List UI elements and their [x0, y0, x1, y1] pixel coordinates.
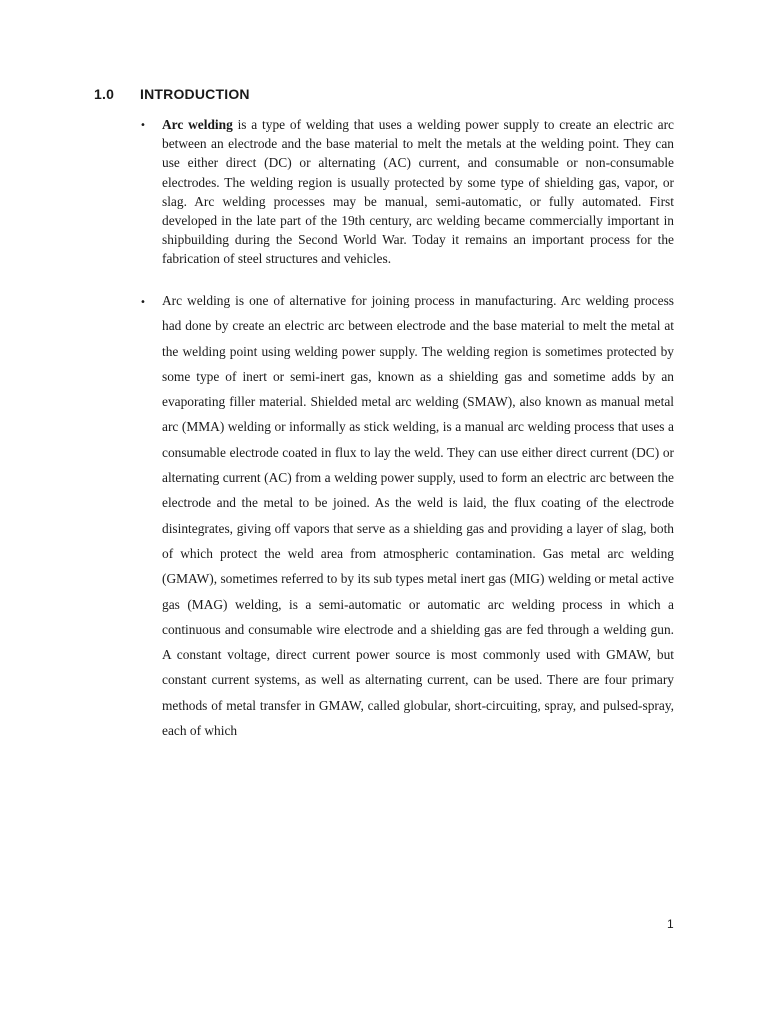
bullet-icon: • — [140, 120, 146, 131]
bold-term: Arc welding — [162, 117, 233, 132]
section-heading — [94, 86, 250, 102]
paragraph-text: is a type of welding that uses a welding power supply to create an electric arc between an electrode and the base material to melt the metals at the welding point. They can use either direct (DC) or alternating (AC) current, and consumable or non-consumable electrodes. The welding region is usually protected by some type of shielding gas, vapor, or slag. Arc welding processes may be manual, semi-automatic, or fully automated. First developed in the late part of the 19th century, arc welding became commercially important in shipbuilding during the Second World War. Today it remains an important process for the fabrication of steel structures and vehicles. — [162, 117, 674, 267]
bullet-icon: • — [140, 297, 146, 308]
page-number: 1 — [667, 917, 674, 931]
section-title: INTRODUCTION — [140, 86, 250, 102]
section-number: 1.0 — [94, 86, 115, 102]
paragraph-text: Arc welding is one of alternative for joining process in manufacturing. Arc welding process had done by create an electric arc between electrode and the base material to melt the metal at the welding point using welding power supply. The welding region is sometimes protected by some type of inert or semi-inert gas, known as a shielding gas and sometime adds by an evaporating filler material. Shielded metal arc welding (SMAW), also known as manual metal arc (MMA) welding or informally as stick welding, is a manual arc welding process that uses a consumable electrode coated in flux to lay the weld. They can use either direct current (DC) or alternating current (AC) from a welding power supply, used to form an electric arc between the electrode and the metal to be joined. As the weld is laid, the flux coating of the electrode disintegrates, giving off vapors that serve as a shielding gas and providing a layer of slag, both of which protect the weld area from atmospheric contamination. Gas metal arc welding (GMAW), sometimes referred to by its sub types metal inert gas (MIG) welding or metal active gas (MAG) welding, is a semi-automatic or automatic arc welding process in which a continuous and consumable wire electrode and a shielding gas are fed through a welding gun. A constant voltage, direct current power source is most commonly used with GMAW, but constant current systems, as well as alternating current, can be used. There are four primary methods of metal transfer in GMAW, called globular, short-circuiting, spray, and pulsed-spray, each of which — [162, 293, 674, 739]
bullet-paragraph — [140, 288, 674, 743]
bullet-paragraph — [140, 115, 674, 269]
